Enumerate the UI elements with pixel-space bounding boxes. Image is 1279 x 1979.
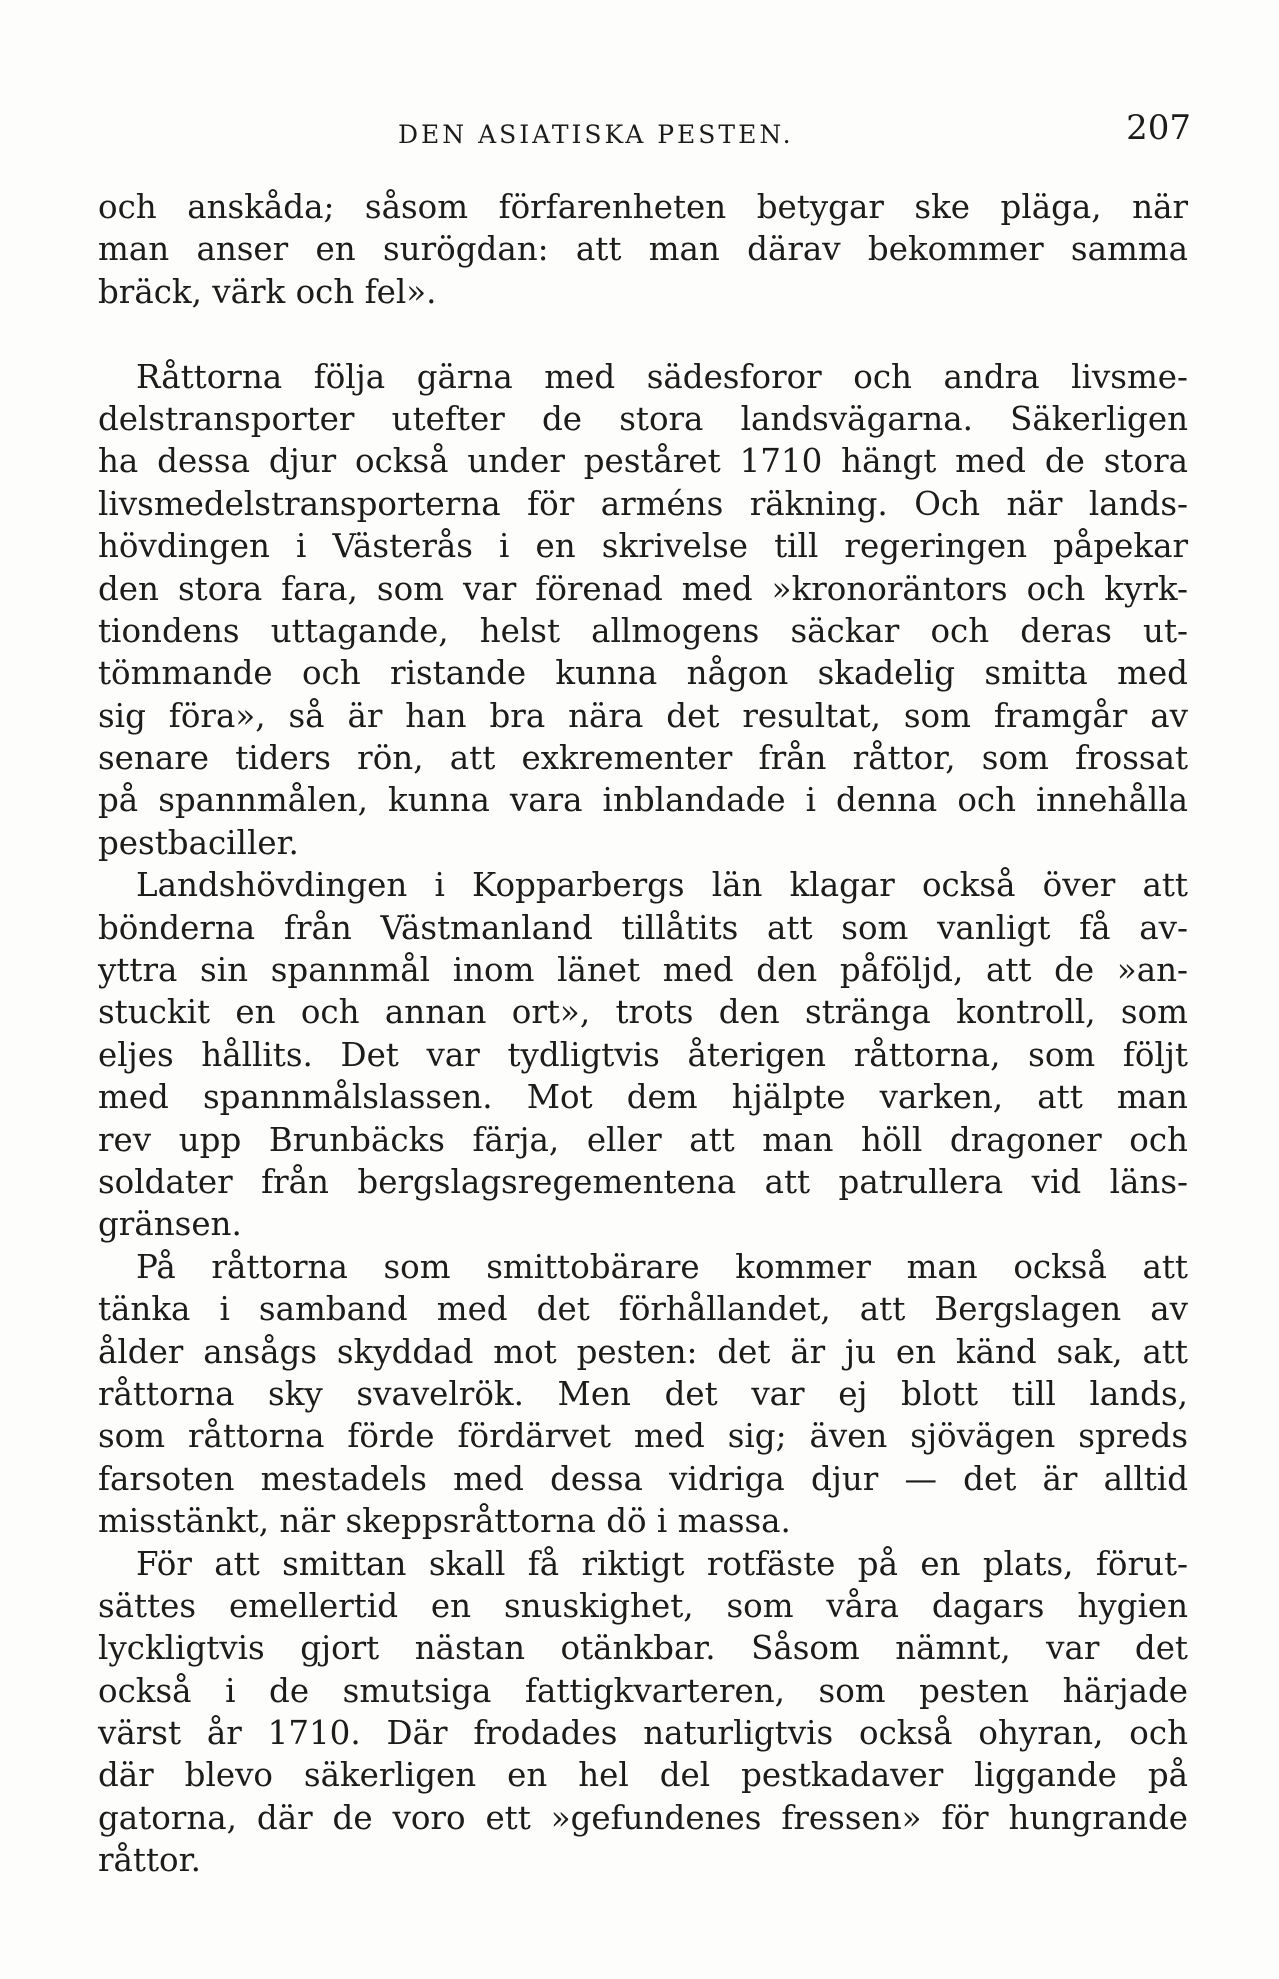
text-line: tiondens uttagande, helst allmogens säckar och deras ut- [98, 611, 1188, 650]
text-line: livsmedelstransporterna för arméns räkning. Och när lands- [98, 484, 1188, 523]
paragraph [98, 186, 1188, 313]
paragraph [98, 1543, 1188, 1882]
text-line: stuckit en och annan ort», trots den stränga kontroll, som [98, 993, 1188, 1032]
text-line: råttor. [98, 1841, 201, 1880]
text-line: den stora fara, som var förenad med »kronoräntors och kyrk- [98, 569, 1188, 608]
text-line: För att smittan skall få riktigt rotfäste på en plats, förut- [136, 1544, 1188, 1583]
text-line: tänka i samband med det förhållandet, att Bergslagen av [98, 1290, 1188, 1329]
text-line: yttra sin spannmål inom länet med den påföljd, att de »an- [98, 951, 1188, 990]
text-line: eljes hållits. Det var tydligtvis återigen råttorna, som följt [98, 1035, 1188, 1074]
text-line: Råttorna följa gärna med sädesforor och andra livsme- [136, 357, 1188, 396]
text-line: och anskåda; såsom förfarenheten betygar ske pläga, när [98, 188, 1188, 226]
text-line: ha dessa djur också under peståret 1710 hängt med de stora [98, 442, 1188, 481]
text-line: man anser en surögdan: att man därav bekommer samma [98, 230, 1188, 269]
text-line: råttorna sky svavelrök. Men det var ej blott till lands, [98, 1374, 1188, 1413]
text-line: hövdingen i Västerås i en skrivelse till regeringen påpekar [98, 527, 1188, 566]
text-line: soldater från bergslagsregementena att patrullera vid läns- [98, 1162, 1188, 1201]
text-line: bräck, värk och fel». [98, 272, 437, 311]
text-line: också i de smutsiga fattigkvarteren, som pesten härjade [98, 1671, 1188, 1710]
text-line: misstänkt, när skeppsråttorna dö i massa. [98, 1502, 791, 1541]
text-line: med spannmålslassen. Mot dem hjälpte varken, att man [98, 1078, 1188, 1117]
text-line: bönderna från Västmanland tillåtits att som vanligt få av- [98, 908, 1188, 947]
paragraph [98, 1246, 1188, 1543]
text-line: senare tiders rön, att exkrementer från råttor, som frossat [98, 739, 1188, 778]
paragraph [98, 356, 1188, 865]
text-line: lyckligtvis gjort nästan otänkbar. Såsom nämnt, var det [98, 1629, 1188, 1668]
page-number: 207 [1126, 108, 1191, 148]
text-line: tömmande och ristande kunna någon skadelig smitta med [98, 654, 1188, 693]
text-line: delstransporter utefter de stora landsvägarna. Säkerligen [98, 399, 1188, 438]
paragraph-gap [98, 313, 1188, 355]
body-text [98, 186, 1188, 1882]
text-line: rev upp Brunbäcks färja, eller att man höll dragoner och [98, 1120, 1188, 1159]
text-line: som råttorna förde fördärvet med sig; även sjövägen spreds [98, 1417, 1188, 1456]
text-line: pestbaciller. [98, 823, 299, 862]
text-line: sättes emellertid en snuskighet, som våra dagars hygien [98, 1586, 1188, 1625]
text-line: sig föra», så är han bra nära det resultat, som framgår av [98, 696, 1188, 735]
running-head [98, 108, 1193, 158]
text-line: gatorna, där de voro ett »gefundenes fressen» för hungrande [98, 1798, 1188, 1837]
paragraph [98, 864, 1188, 1246]
text-line: Landshövdingen i Kopparbergs län klagar också över att [136, 866, 1188, 905]
running-title: DEN ASIATISKA PESTEN. [398, 120, 794, 149]
text-line: värst år 1710. Där frodades naturligtvis också ohyran, och [98, 1714, 1188, 1753]
text-line: där blevo säkerligen en hel del pestkadaver liggande på [98, 1756, 1188, 1795]
text-line: farsoten mestadels med dessa vidriga djur — det är alltid [98, 1459, 1188, 1498]
text-line: ålder ansågs skyddad mot pesten: det är ju en känd sak, att [98, 1332, 1188, 1371]
text-line: På råttorna som smittobärare kommer man också att [136, 1247, 1188, 1286]
text-line: gränsen. [98, 1205, 242, 1244]
text-line: på spannmålen, kunna vara inblandade i denna och innehålla [98, 781, 1188, 820]
